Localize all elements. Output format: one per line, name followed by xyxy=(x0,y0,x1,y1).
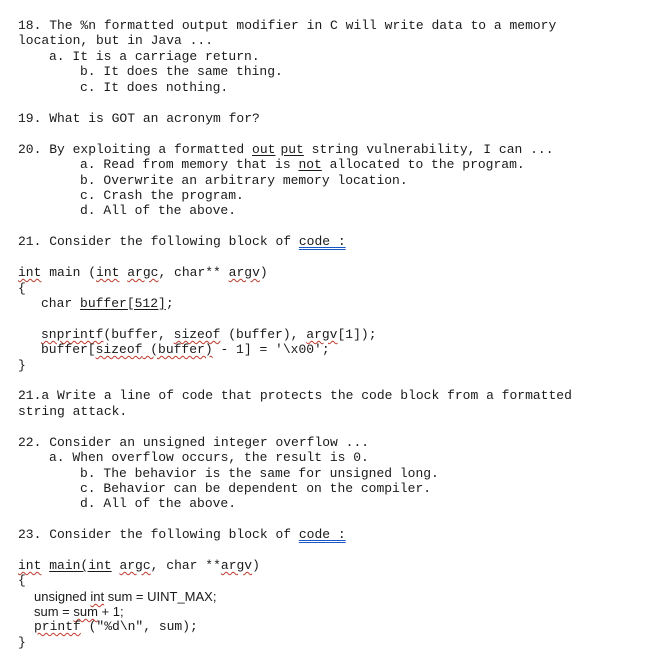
q23-code-line3 xyxy=(34,589,216,604)
q23-code-line4 xyxy=(34,604,124,619)
q23-code-line1 xyxy=(18,558,260,573)
q22-text: 22. Consider an unsigned integer overflow ... xyxy=(18,435,370,450)
q20-text-pre: 20. By exploiting a formatted xyxy=(18,142,253,157)
q20-option-a-pre: a. Read from memory that is xyxy=(80,157,299,172)
q19-text: 19. What is GOT an acronym for? xyxy=(18,111,260,126)
q21-code-open-brace: { xyxy=(18,281,26,296)
q21-code-line5 xyxy=(41,342,330,357)
q21-code-line1 xyxy=(18,265,268,280)
q21-code-char-kw: char xyxy=(41,296,81,311)
q18-text-line1: 18. The %n formatted output modifier in C will write data to a memory xyxy=(18,18,557,33)
q21-code-sizeof2: sizeof xyxy=(95,342,143,357)
q20-option-a-post: allocated to the program. xyxy=(321,157,525,172)
q21-code-paren: ) xyxy=(259,265,268,280)
q23-code-plus-one: + 1; xyxy=(97,604,124,619)
q23-code-printf-args: ("%d\n", sum); xyxy=(80,619,198,634)
q21-code-args-b: (buffer), xyxy=(220,327,307,342)
q20-word-out: out xyxy=(252,142,276,157)
q20-option-d: d. All of the above. xyxy=(80,203,237,218)
q22-option-d: d. All of the above. xyxy=(80,496,237,511)
q20-text xyxy=(18,142,554,157)
q18-option-b: b. It does the same thing. xyxy=(80,64,283,79)
q23-code-argv: argv xyxy=(220,558,253,573)
q20-word-not: not xyxy=(298,157,322,172)
q21-code-args-c: [1]); xyxy=(337,327,377,342)
q23-code-argc: argc xyxy=(119,558,151,573)
q21-code-link: code : xyxy=(298,234,346,249)
q23-code-printf: printf xyxy=(34,619,81,634)
q23-code-main: main(int xyxy=(49,558,112,573)
q21-code-buffer-decl: buffer[512] xyxy=(80,296,166,311)
q18-option-a: a. It is a carriage return. xyxy=(49,49,260,64)
q22-option-a: a. When overflow occurs, the result is 0. xyxy=(49,450,369,465)
q23-code-char: , char ** xyxy=(150,558,221,573)
q21-code-buffer-index: buffer[ xyxy=(41,342,96,357)
q21a-text-line1: 21.a Write a line of code that protects the code block from a formatted xyxy=(18,388,572,403)
q21-code-main: main ( xyxy=(41,265,97,280)
q21-code-argv: argv xyxy=(228,265,260,280)
q23-text-pre: 23. Consider the following block of xyxy=(18,527,299,542)
q21a-text-line2: string attack. xyxy=(18,404,128,419)
q20-text-post: string vulnerability, I can ... xyxy=(303,142,554,157)
q18-option-c: c. It does nothing. xyxy=(80,80,229,95)
q21-code-char: , char** xyxy=(158,265,229,280)
q21-code-int: int xyxy=(18,265,42,280)
q18-text-line2: location, but in Java ... xyxy=(18,33,214,48)
q22-option-b: b. The behavior is the same for unsigned long. xyxy=(80,466,439,481)
q20-option-c: c. Crash the program. xyxy=(80,188,244,203)
q21-code-semicolon: ; xyxy=(165,296,174,311)
q21-code-int2: int xyxy=(96,265,120,280)
q21-text xyxy=(18,234,346,249)
q23-code-sum-assign: sum = xyxy=(34,604,74,619)
q21-code-snprintf: snprintf xyxy=(41,327,104,342)
q21-code-args-a: (buffer, xyxy=(103,327,174,342)
q23-code-int-type: int xyxy=(90,589,105,604)
q23-code-sum-ref: sum xyxy=(73,604,98,619)
q20-word-put: put xyxy=(280,142,304,157)
q21-code-assign: - 1] = '\x00'; xyxy=(212,342,330,357)
q21-code-buffer-arg: (buffer) xyxy=(142,342,213,357)
q23-code-link: code : xyxy=(298,527,346,542)
q21-code-line4 xyxy=(41,327,377,342)
q22-option-c: c. Behavior can be dependent on the compiler. xyxy=(80,481,432,496)
q20-option-b: b. Overwrite an arbitrary memory location. xyxy=(80,173,408,188)
q21-code-line3 xyxy=(41,296,174,311)
q20-option-a xyxy=(80,157,525,172)
q23-code-paren: ) xyxy=(252,558,260,573)
q23-code-open-brace: { xyxy=(18,573,26,588)
q21-code-close-brace: } xyxy=(18,358,26,373)
q23-code-int: int xyxy=(18,558,42,573)
q23-code-unsigned: unsigned xyxy=(34,589,91,604)
q23-text xyxy=(18,527,346,542)
q23-code-close-brace: } xyxy=(18,635,26,650)
q21-code-argc: argc xyxy=(127,265,159,280)
q21-code-argv-ref: argv xyxy=(306,327,338,342)
q23-code-sum-decl: sum = UINT_MAX; xyxy=(104,589,217,604)
q23-code-line5 xyxy=(34,619,198,634)
q21-text-pre: 21. Consider the following block of xyxy=(18,234,299,249)
q21-code-sizeof: sizeof xyxy=(173,327,221,342)
